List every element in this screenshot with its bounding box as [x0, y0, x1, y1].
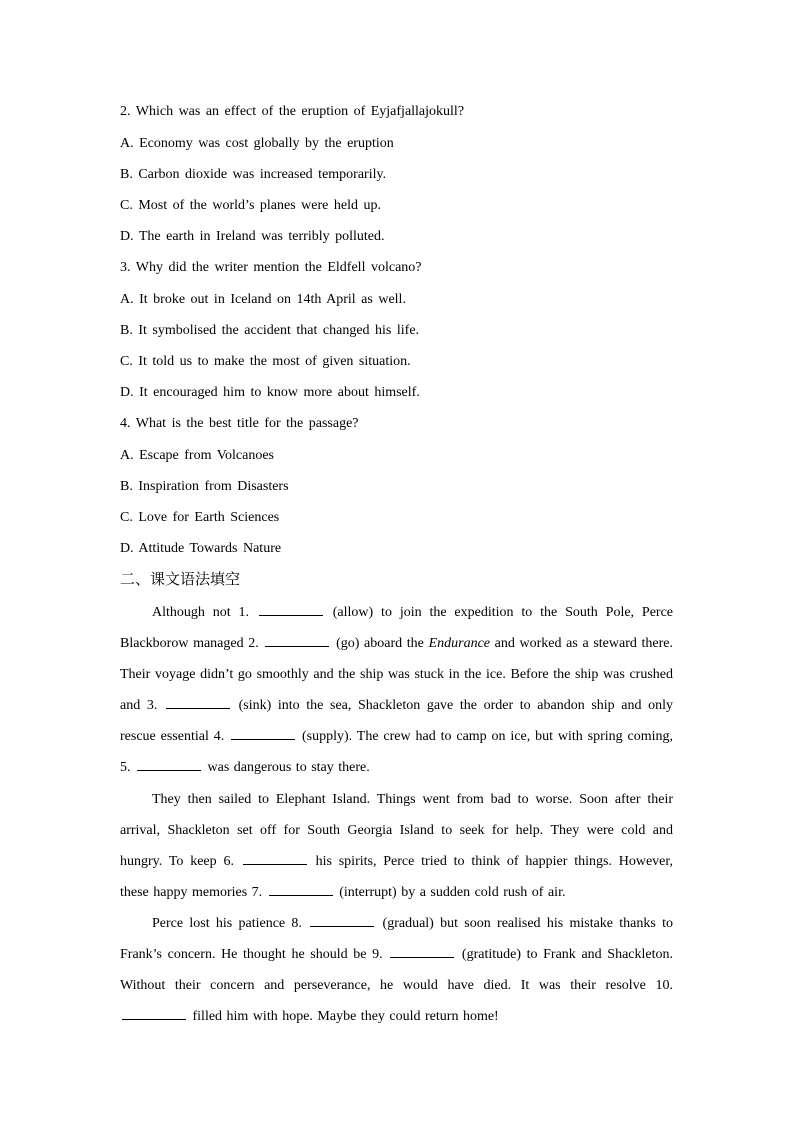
- passage-text: was dangerous to stay there.: [207, 760, 370, 776]
- answer-blank-9[interactable]: [390, 945, 454, 958]
- passage-text: (gratitude) to Frank and Shackleton. Without their concern and perseverance, he would have died. It was their resolve 10.: [120, 947, 674, 994]
- question-4-option-c: C. Love for Earth Sciences: [120, 510, 280, 525]
- cloze-paragraph-2: [120, 784, 673, 908]
- question-2-option-c: C. Most of the world’s planes were held up.: [120, 198, 381, 213]
- question-4-option-a: A. Escape from Volcanoes: [120, 448, 274, 463]
- question-2-option-d: D. The earth in Ireland was terribly polluted.: [120, 229, 385, 244]
- question-3-option-d: D. It encouraged him to know more about himself.: [120, 385, 420, 400]
- passage-text: filled him with hope. Maybe they could return home!: [192, 1009, 499, 1025]
- passage-text: Perce lost his patience 8.: [152, 916, 302, 931]
- answer-blank-5[interactable]: [137, 758, 201, 771]
- question-2-option-b: B. Carbon dioxide was increased temporarily.: [120, 167, 387, 182]
- answer-blank-2[interactable]: [265, 634, 329, 647]
- question-3-option-a: A. It broke out in Iceland on 14th April as well.: [120, 292, 406, 307]
- passage-text: (interrupt) by a sudden cold rush of air.: [339, 885, 566, 901]
- passage-text: his spirits, Perce tried to think of happier things. However, these happy memories 7.: [120, 854, 673, 901]
- question-2-option-a: A. Economy was cost globally by the eruption: [120, 136, 394, 151]
- answer-blank-4[interactable]: [231, 727, 295, 740]
- passage-text: (gradual) but soon realised his mistake thanks to Frank’s concern. He thought he should be 9.: [120, 916, 674, 963]
- passage-text: Although not 1.: [152, 605, 250, 620]
- question-4-stem: 4. What is the best title for the passage?: [120, 416, 359, 431]
- answer-blank-1[interactable]: [259, 603, 323, 616]
- question-4-option-b: B. Inspiration from Disasters: [120, 479, 289, 494]
- cloze-paragraph-3: [120, 908, 673, 1032]
- question-2-stem: 2. Which was an effect of the eruption of Eyjafjallajokull?: [120, 104, 465, 119]
- answer-blank-10[interactable]: [122, 1007, 186, 1020]
- section-heading: 二、课文语法填空: [120, 570, 241, 588]
- passage-text: and worked as a steward there. Their voyage didn’t go smoothly and the ship was stuck in the ice. Before the ship was crushed and 3.: [120, 636, 674, 714]
- passage-text: They then sailed to Elephant Island. Things went from bad to worse. Soon after their arrival, Shackleton set off for South Georgia Island to seek for help. They were cold and hungry. To keep 6.: [120, 792, 673, 870]
- passage-text: (go) aboard the: [336, 636, 424, 652]
- answer-blank-7[interactable]: [269, 883, 333, 896]
- answer-blank-3[interactable]: [166, 696, 230, 709]
- question-3-option-c: C. It told us to make the most of given situation.: [120, 354, 411, 369]
- ship-name: Endurance: [428, 636, 490, 652]
- cloze-paragraph-1: [120, 597, 673, 784]
- answer-blank-8[interactable]: [310, 914, 374, 927]
- question-3-stem: 3. Why did the writer mention the Eldfell volcano?: [120, 260, 422, 275]
- answer-blank-6[interactable]: [243, 852, 307, 865]
- question-3-option-b: B. It symbolised the accident that changed his life.: [120, 323, 420, 338]
- passage-text: (supply). The crew had to camp on ice, but with spring coming, 5.: [120, 729, 674, 776]
- passage-text: (sink) into the sea, Shackleton gave the order to abandon ship and only rescue essential 4.: [120, 698, 673, 745]
- passage-text: (allow) to join the expedition to the South Pole, Perce Blackborow managed 2.: [120, 605, 674, 652]
- question-4-option-d: D. Attitude Towards Nature: [120, 541, 282, 556]
